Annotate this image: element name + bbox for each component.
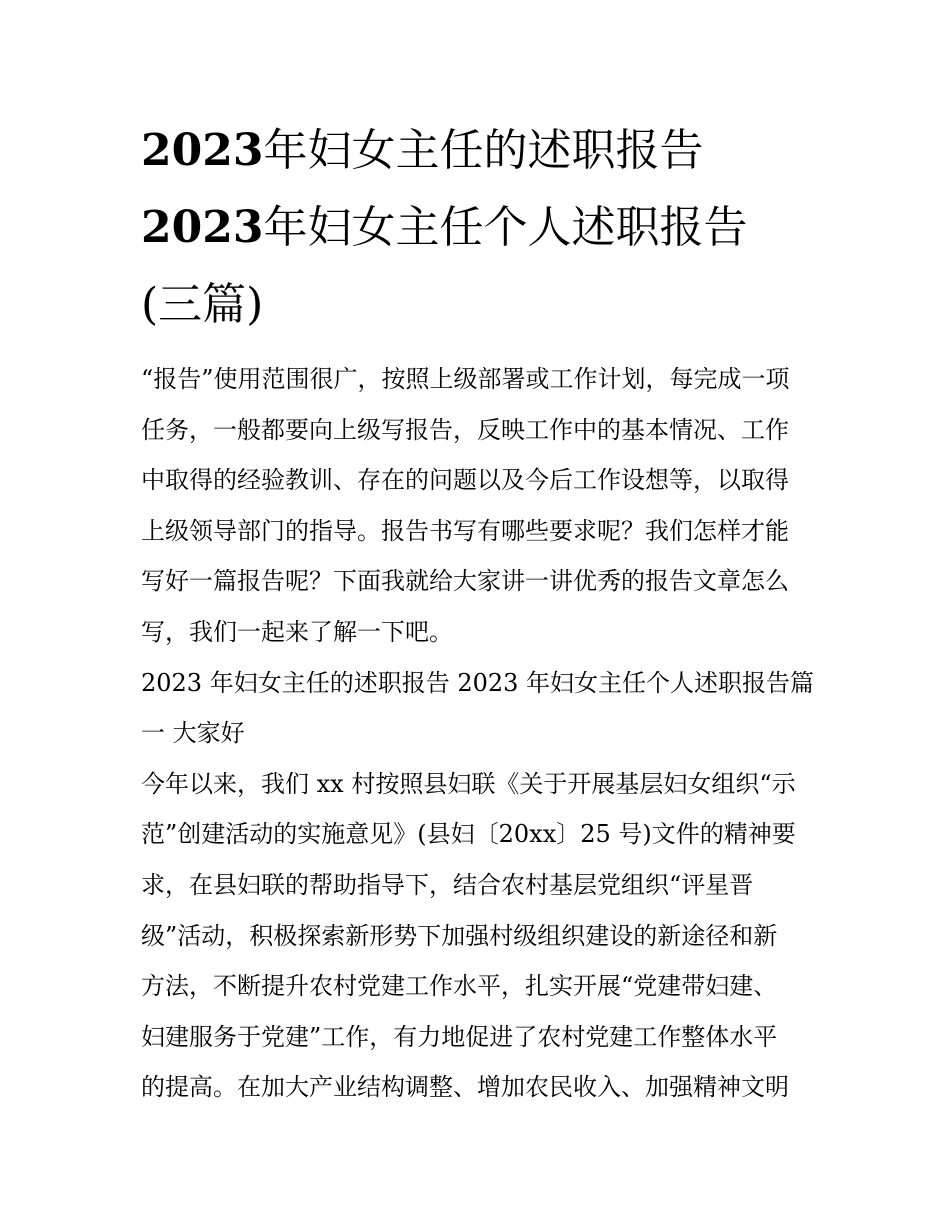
text-line: 写，我们一起来了解一下吧。 <box>141 617 453 646</box>
text-line: 的提高。在加大产业结构调整、增加农民收入、加强精神文明 <box>141 1073 789 1102</box>
document-title <box>141 112 831 343</box>
title-line-3 <box>141 266 831 343</box>
section-heading-line: 一 大家好 <box>141 719 245 748</box>
text-line: 写好一篇报告呢？下面我就给大家讲一讲优秀的报告文章怎么 <box>141 567 789 596</box>
title-year: 2023 <box>141 125 264 176</box>
text-line: 上级领导部门的指导。报告书写有哪些要求呢？我们怎样才能 <box>141 516 789 545</box>
title-text: (三篇) <box>141 279 264 330</box>
text-line: 今年以来，我们 xx 村按照县妇联《关于开展基层妇女组织“示 <box>141 769 796 798</box>
text-line: “报告”使用范围很广，按照上级部署或工作计划，每完成一项 <box>141 365 790 393</box>
text-line: 方法，不断提升农村党建工作水平，扎实开展“党建带妇建、 <box>141 972 778 1001</box>
title-text: 年妇女主任个人述职报告 <box>263 202 748 253</box>
title-line-1 <box>141 112 831 189</box>
text-line: 中取得的经验教训、存在的问题以及今后工作设想等，以取得 <box>141 466 789 495</box>
text-line: 妇建服务于党建”工作，有力地促进了农村党建工作整体水平 <box>141 1022 778 1051</box>
document-body <box>141 354 821 1113</box>
title-year: 2023 <box>141 202 264 253</box>
text-line: 任务，一般都要向上级写报告，反映工作中的基本情况、工作 <box>141 415 789 444</box>
title-line-2 <box>141 189 831 266</box>
text-line: 范”创建活动的实施意见》(县妇〔20xx〕25 号)文件的精神要 <box>141 820 796 849</box>
text-line: 求，在县妇联的帮助指导下，结合农村基层党组织“评星晋 <box>141 870 754 899</box>
section-heading-line: 2023 年妇女主任的述职报告 2023 年妇女主任个人述职报告篇 <box>141 668 815 697</box>
text-line: 级”活动，积极探索新形势下加强村级组织建设的新途径和新 <box>141 921 778 950</box>
title-text: 年妇女主任的述职报告 <box>263 125 704 176</box>
